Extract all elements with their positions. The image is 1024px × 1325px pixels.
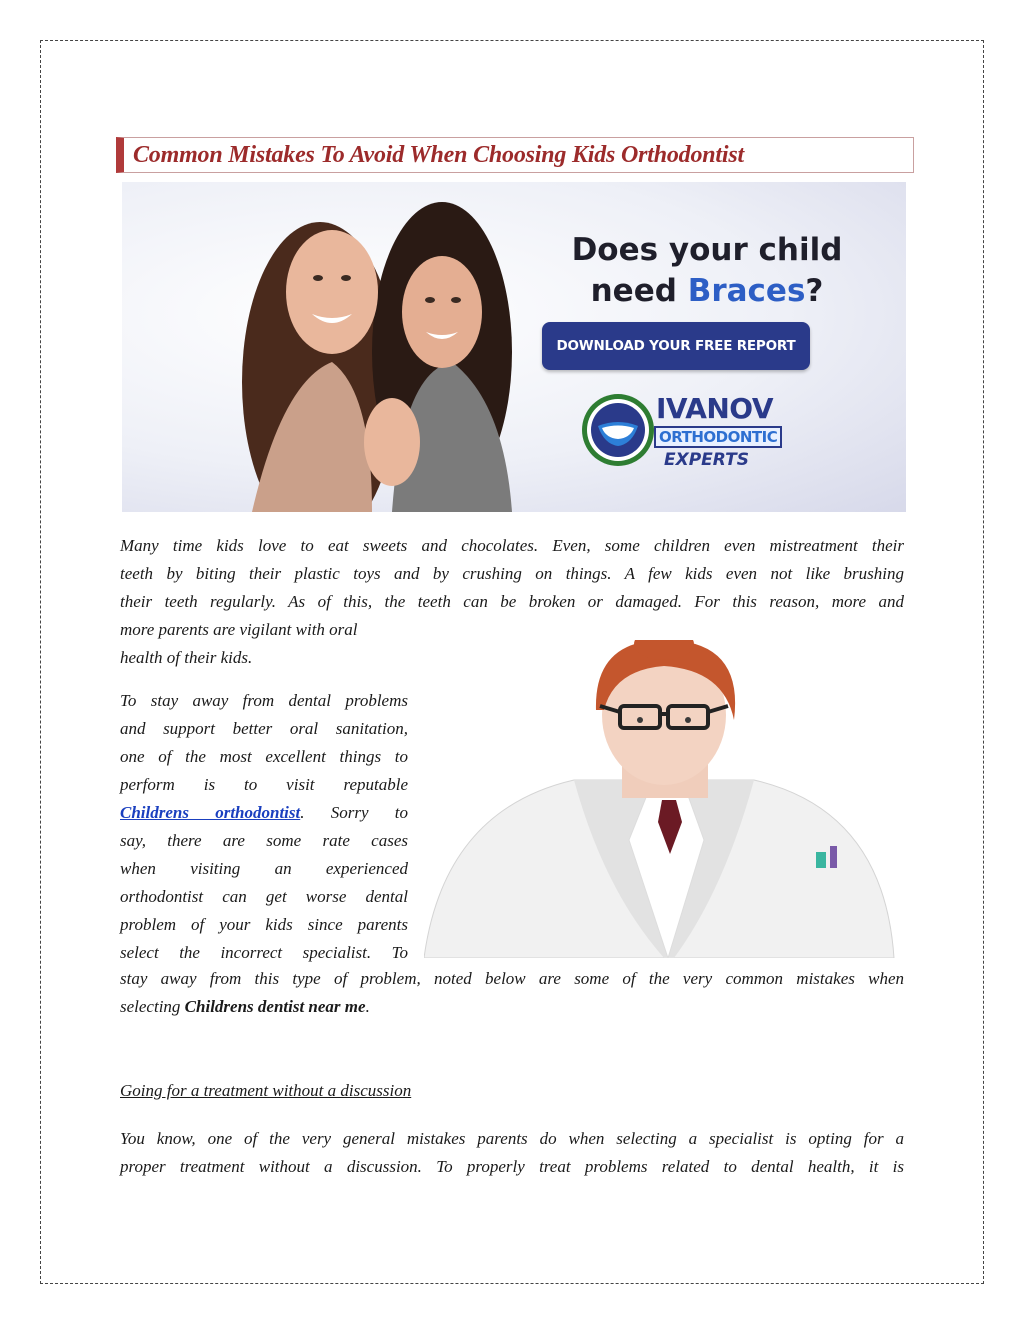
banner-headline <box>542 230 872 312</box>
logo-word-ivanov: IVANOV <box>656 392 774 425</box>
headline-line2 <box>542 271 872 312</box>
headline-question: ? <box>805 273 824 309</box>
page-title: Common Mistakes To Avoid When Choosing Kids Orthodontist <box>133 141 744 168</box>
logo-word-experts: EXPERTS <box>664 450 749 470</box>
intro-line3: their teeth regularly. As of this, the teeth can be broken or damaged. For this reason, more and <box>120 592 904 611</box>
body-line5-after: . Sorry to <box>300 803 408 822</box>
body-line10: select the incorrect specialist. To <box>120 943 408 962</box>
body-line7: when visiting an experienced <box>120 859 408 878</box>
two-women-photo <box>242 182 512 512</box>
intro-paragraph <box>120 532 904 616</box>
body-line1: To stay away from dental problems <box>120 691 408 710</box>
body-line5 <box>120 799 408 827</box>
body-line4: perform is to visit reputable <box>120 775 408 794</box>
section-line1: You know, one of the very general mistakes parents do when selecting a specialist is opting for a <box>120 1129 904 1148</box>
body-paragraph-end <box>120 965 904 1021</box>
body-line12-after: . <box>365 997 370 1016</box>
headline-line1: Does your child <box>571 232 843 268</box>
intro-line1: Many time kids love to eat sweets and chocolates. Even, some children even mistreatment their <box>120 536 904 555</box>
body-line9: problem of your kids since parents <box>120 915 408 934</box>
download-report-button[interactable]: DOWNLOAD YOUR FREE REPORT <box>542 322 810 370</box>
body-line6: say, there are some rate cases <box>120 831 408 850</box>
intro-line4: more parents are vigilant with oral <box>120 620 358 639</box>
logo-word-orthodontic: ORTHODONTIC <box>654 426 782 448</box>
body-line3: one of the most excellent things to <box>120 747 408 766</box>
doctor-photo <box>424 640 908 958</box>
childrens-orthodontist-link[interactable]: Childrens orthodontist <box>120 803 301 822</box>
section-line2: proper treatment without a discussion. To properly treat problems related to dental health, it is <box>120 1157 904 1176</box>
body-line12 <box>120 993 904 1021</box>
body-line12-before: selecting <box>120 997 185 1016</box>
section-subheading: Going for a treatment without a discussion <box>120 1081 412 1100</box>
body-line8: orthodontist can get worse dental <box>120 887 408 906</box>
intro-line5: health of their kids. <box>120 648 253 667</box>
smile-logo-icon <box>580 392 656 468</box>
title-box <box>116 137 914 173</box>
intro-paragraph-tail <box>120 616 410 672</box>
intro-line2: teeth by biting their plastic toys and by crushing on things. A few kids even not like brushing <box>120 564 904 583</box>
braces-banner[interactable] <box>122 182 906 512</box>
headline-braces: Braces <box>687 273 806 309</box>
section-paragraph <box>120 1125 904 1181</box>
body-line11: stay away from this type of problem, noted below are some of the very common mistakes when <box>120 969 904 988</box>
body-paragraph-column <box>120 687 408 967</box>
childrens-dentist-near-me: Childrens dentist near me <box>184 997 366 1016</box>
headline-need: need <box>590 273 677 309</box>
body-line2: and support better oral sanitation, <box>120 719 408 738</box>
ivanov-logo <box>580 390 780 470</box>
